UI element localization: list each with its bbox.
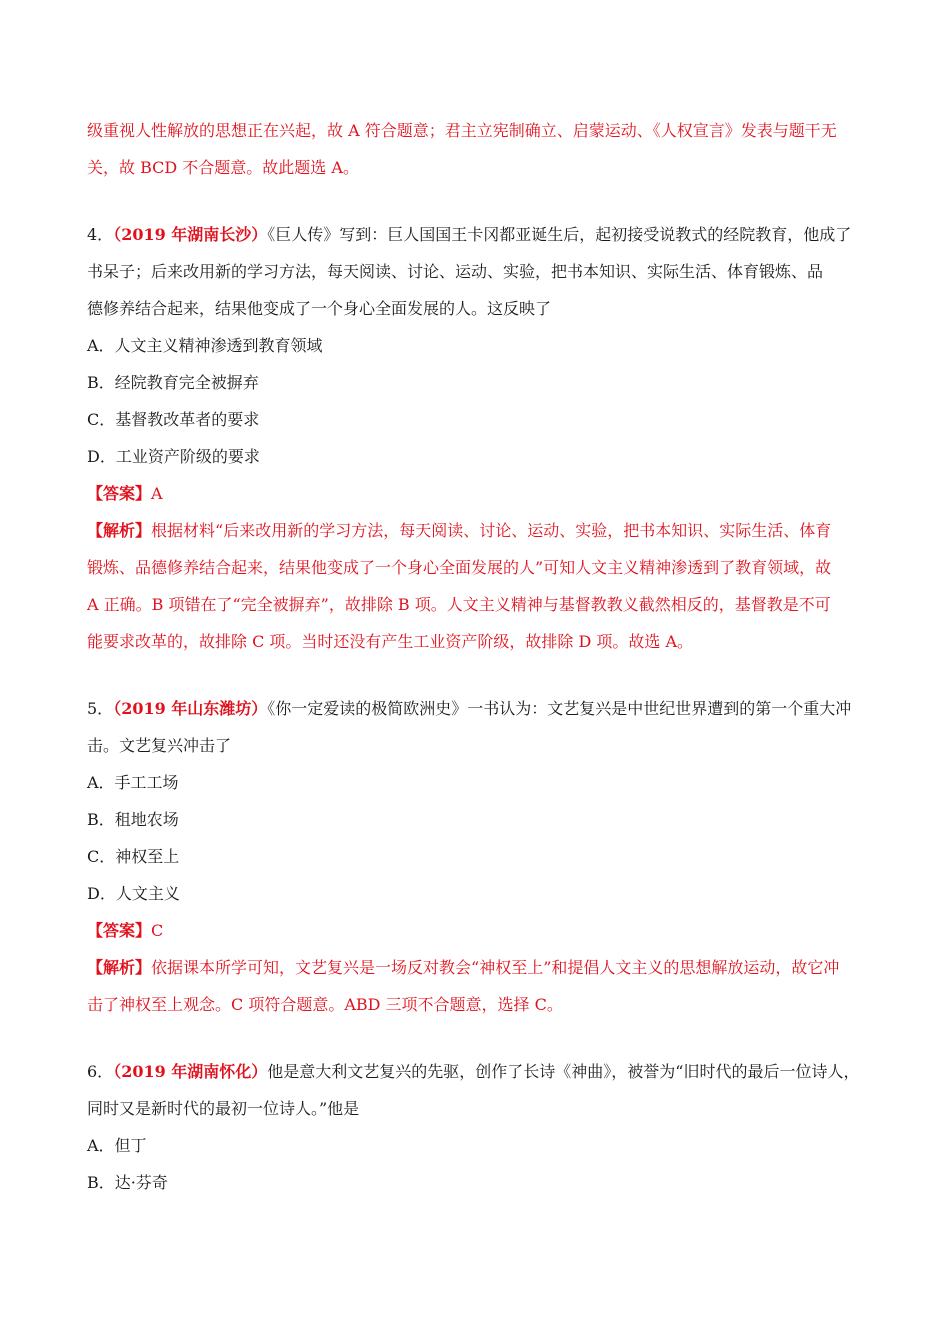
analysis-tag: 【解析】	[87, 521, 152, 540]
question-source: （2019 年湖南怀化）	[113, 1062, 268, 1081]
question-stem-line: 书呆子；后来改用新的学习方法，每天阅读、讨论、运动、实验，把书本知识、实际生活、体育锻炼、品	[87, 262, 824, 281]
option-d: D．人文主义	[87, 884, 180, 903]
question-number: 6．	[87, 1062, 114, 1081]
question-stem-line: 德修养结合起来，结果他变成了一个身心全面发展的人。这反映了	[87, 299, 552, 318]
option-b: B．达·芬奇	[87, 1173, 168, 1192]
prev-analysis-line: 级重视人性解放的思想正在兴起，故 A 符合题意；君主立宪制确立、启蒙运动、《人权宣言》发表与题干无	[87, 121, 837, 140]
answer-line	[87, 475, 865, 512]
analysis-tag: 【解析】	[87, 958, 152, 977]
option-b: B．租地农场	[87, 810, 179, 829]
question-number: 5．	[87, 699, 114, 718]
analysis-line	[87, 949, 865, 986]
analysis-text: 依据课本所学可知，文艺复兴是一场反对教会“神权至上”和提倡人文主义的思想解放运动，故它冲	[151, 958, 840, 977]
answer-value: C	[151, 921, 164, 940]
option-c: C．基督教改革者的要求	[87, 410, 260, 429]
question-stem-text: 《巨人传》写到：巨人国国王卡冈都亚诞生后，起初接受说教式的经院教育，他成了	[267, 225, 852, 244]
option-a: A．手工工场	[87, 773, 179, 792]
question-stem-line: 同时又是新时代的最初一位诗人。”他是	[87, 1099, 360, 1118]
analysis-line: 能要求改革的，故排除 C 项。当时还没有产生工业资产阶级，故排除 D 项。故选 A。	[87, 632, 694, 651]
option-b: B．经院教育完全被摒弃	[87, 373, 259, 392]
question-source: （2019 年山东潍坊）	[113, 699, 268, 718]
question-stem-line: 击。文艺复兴冲击了	[87, 736, 232, 755]
option-a: A．但丁	[87, 1136, 147, 1155]
answer-value: A	[151, 484, 163, 503]
question-4-stem	[87, 216, 865, 253]
question-source: （2019 年湖南长沙）	[113, 225, 268, 244]
answer-tag: 【答案】	[87, 921, 152, 940]
question-6-stem	[87, 1053, 865, 1090]
option-c: C．神权至上	[87, 847, 180, 866]
question-stem-text: 《你一定爱读的极简欧洲史》一书认为：文艺复兴是中世纪世界遭到的第一个重大冲	[267, 699, 852, 718]
analysis-line: 锻炼、品德修养结合起来，结果他变成了一个身心全面发展的人”可知人文主义精神渗透到了教育领域，故	[87, 558, 832, 577]
question-stem-text: 他是意大利文艺复兴的先驱，创作了长诗《神曲》，被誉为“旧时代的最后一位诗人，	[267, 1062, 860, 1081]
answer-tag: 【答案】	[87, 484, 152, 503]
document-page	[87, 112, 865, 1201]
prev-analysis-line: 关，故 BCD 不合题意。故此题选 A。	[87, 158, 359, 177]
option-a: A．人文主义精神渗透到教育领域	[87, 336, 323, 355]
question-5-stem	[87, 690, 865, 727]
analysis-line: A 正确。B 项错在了“完全被摒弃”，故排除 B 项。人文主义精神与基督教教义截然相反的，基督教是不可	[87, 595, 831, 614]
analysis-text: 根据材料“后来改用新的学习方法，每天阅读、讨论、运动、实验，把书本知识、实际生活、体育	[151, 521, 832, 540]
option-d: D．工业资产阶级的要求	[87, 447, 260, 466]
question-number: 4．	[87, 225, 114, 244]
answer-line	[87, 912, 865, 949]
analysis-line	[87, 512, 865, 549]
analysis-line: 击了神权至上观念。C 项符合题意。ABD 三项不合题意，选择 C。	[87, 995, 563, 1014]
